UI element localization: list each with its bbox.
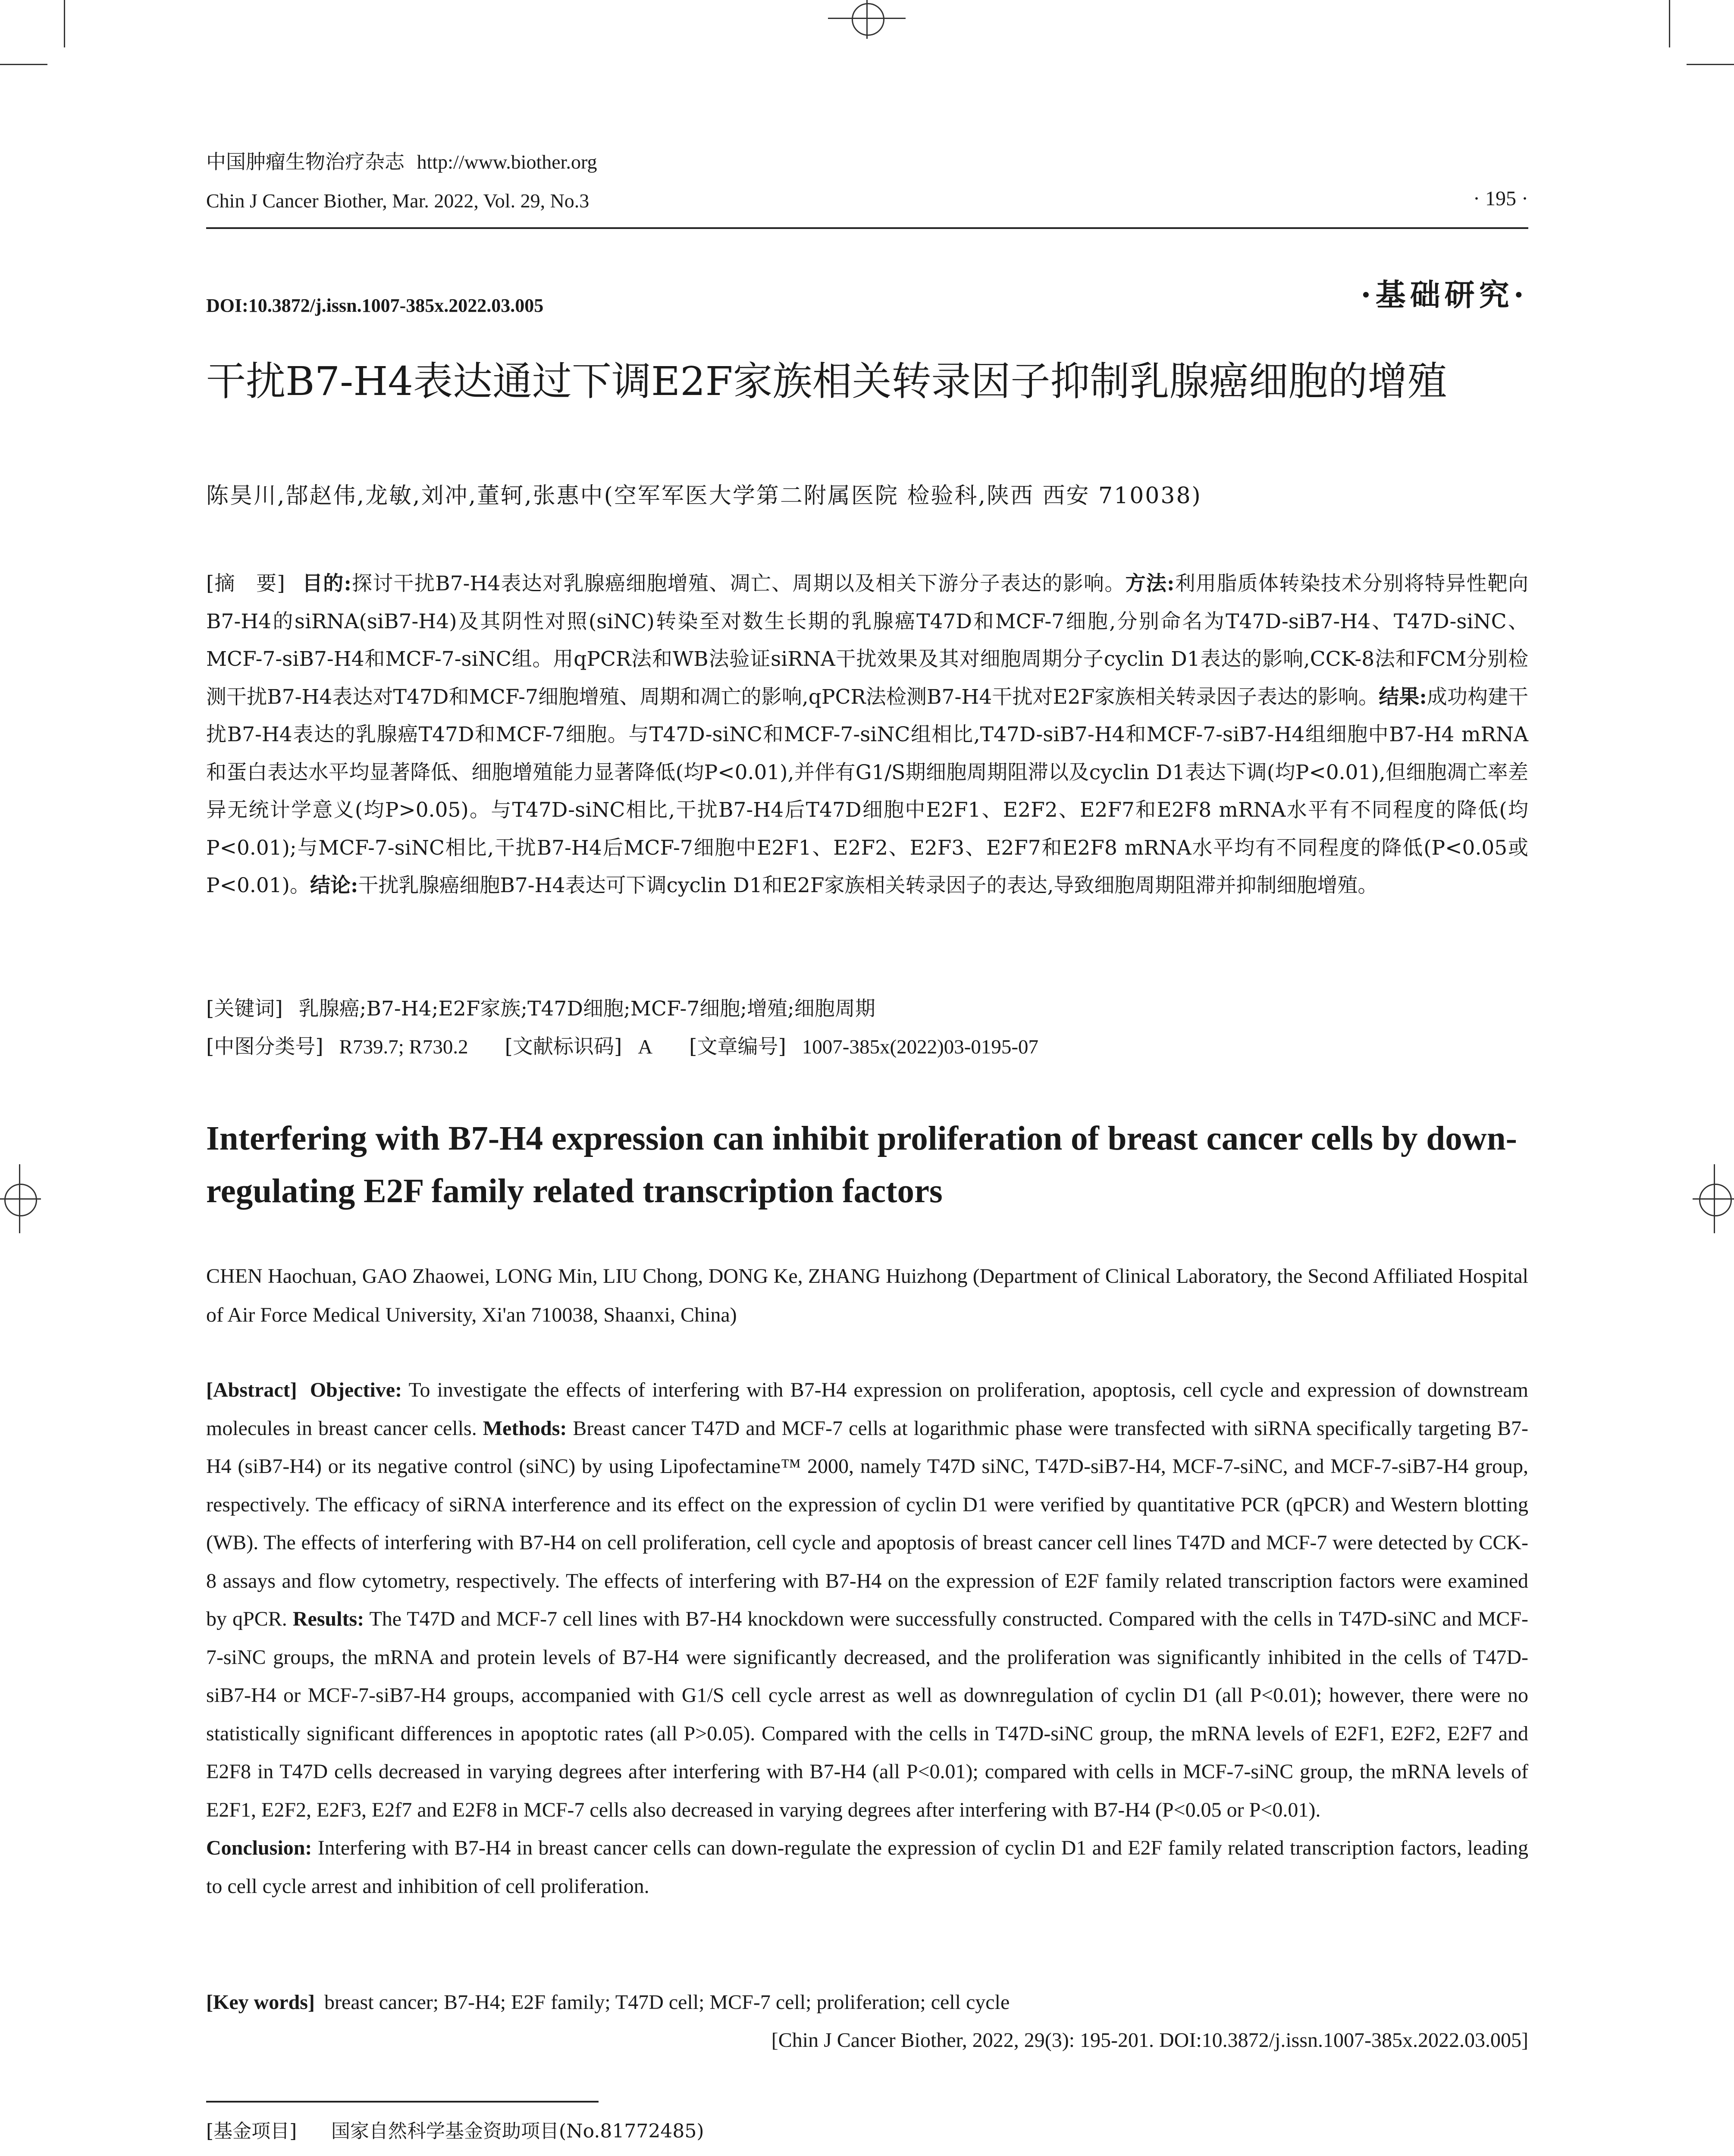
crop-mark: [64, 0, 65, 47]
methods-label-cn: 方法:: [1125, 572, 1175, 595]
funding-text: 国家自然科学基金资助项目(No.81772485): [331, 2120, 704, 2142]
methods-text-en: Breast cancer T47D and MCF-7 cells at logarithmic phase were transfected with siRNA specifically targeting B7-H4 (siB7-H4) or its negative control (siNC) by using Lipofectamine™ 2000, namely T47D siNC, T47D-siB7-H4, MCF-7-siNC, and MCF-7-siB7-H4 group, respectively. The efficacy of siRNA interference and its effect on the expression of cyclin D1 were verified by quantitative PCR (qPCR) and Western blotting (WB). The effects of interfering with B7-H4 on cell proliferation, cell cycle and apoptosis of breast cancer cell lines T47D and MCF-7 were detected by CCK-8 assays and flow cytometry, respectively. The effects of interfering with B7-H4 on the expression of E2F family related transcription factors were examined by qPCR.: [206, 1416, 1529, 1630]
crop-mark: [1669, 0, 1670, 47]
results-text-cn: 成功构建干扰B7-H4表达的乳腺癌T47D和MCF-7细胞。与T47D-siNC和MCF-7-siNC组相比,T47D-siB7-H4和MCF-7-siB7-H4组细胞中B7-H4 mRNA和蛋白表达水平均显著降低、细胞增殖能力显著降低(均P<0.01),并伴有G1/S期细胞周期阻滞以及cyclin D1表达下调(均P<0.01),但细胞凋亡率差异无统计学意义(均P>0.05)。与T47D-siNC相比,干扰B7-H4后T47D细胞中E2F1、E2F2、E2F7和E2F8 mRNA水平有不同程度的降低(均P<0.01);与MCF-7-siNC相比,干扰B7-H4后MCF-7细胞中E2F1、E2F2、E2F3、E2F7和E2F8 mRNA水平均有不同程度的降低(P<0.05或P<0.01)。: [206, 685, 1529, 897]
header-rule: [206, 227, 1528, 229]
footnote-rule: [206, 2101, 599, 2103]
abstract-en: [206, 1371, 1528, 1905]
clc-label: [中图分类号]: [206, 1035, 323, 1059]
funding-label: [基金项目]: [206, 2120, 297, 2142]
results-text-en: The T47D and MCF-7 cell lines with B7-H4 knockdown were successfully constructed. Compared with the cells in T47D-siNC and MCF-7-siNC groups, the mRNA and protein levels of B7-H4 were significantly decreased, and the proliferation was significantly inhibited in the cells of T47D-siB7-H4 or MCF-7-siB7-H4 groups, accompanied with G1/S cell cycle arrest as well as downregulation of cyclin D1 (all P<0.01); however, there were no statistically significant differences in apoptotic rates (all P>0.05). Compared with the cells in T47D-siNC group, the mRNA levels of E2F1, E2F2, E2F7 and E2F8 in T47D cells decreased in varying degrees after interfering with B7-H4 (all P<0.01); compared with cells in MCF-7-siNC group, the mRNA levels of E2F1, E2F2, E2F3, E2f7 and E2F8 in MCF-7 cells also decreased in varying degrees after interfering with B7-H4 (P<0.05 or P<0.01).: [206, 1608, 1529, 1821]
abstract-cn: [206, 565, 1528, 905]
objective-label-en: Objective:: [310, 1379, 402, 1401]
title-cn: 干扰B7-H4表达通过下调E2F家族相关转录因子抑制乳腺癌细胞的增殖: [206, 358, 1447, 404]
keywords-text-en: breast cancer; B7-H4; E2F family; T47D cell; MCF-7 cell; proliferation; cell cycle: [324, 1991, 1010, 2014]
crop-mark: [0, 64, 47, 65]
section-tag: ·基础研究·: [1361, 277, 1528, 313]
keywords-label-cn: [关键词]: [206, 997, 283, 1021]
running-header: [206, 149, 1528, 214]
journal-url[interactable]: http://www.biother.org: [417, 151, 597, 173]
keywords-en: [206, 1984, 1528, 2021]
article-id-label: [文章编号]: [689, 1035, 786, 1059]
keywords-cn: [206, 992, 1528, 1026]
methods-label-en: Methods:: [483, 1416, 567, 1440]
results-label-en: Results:: [292, 1608, 364, 1630]
footnote-funding: [206, 2113, 1528, 2150]
conclusion-label-en: Conclusion:: [206, 1836, 312, 1859]
doi[interactable]: DOI:10.3872/j.issn.1007-385x.2022.03.005: [206, 295, 544, 316]
clc-value: R739.7; R730.2: [339, 1036, 468, 1058]
doc-code-value: A: [638, 1036, 653, 1058]
doc-code-label: [文献标识码]: [505, 1035, 622, 1059]
objective-text-cn: 探讨干扰B7-H4表达对乳腺癌细胞增殖、凋亡、周期以及相关下游分子表达的影响。: [351, 572, 1126, 595]
conclusion-text-en: Interfering with B7-H4 in breast cancer cells can down-regulate the expression of cyclin D1 and E2F family related transcription factors, leading to cell cycle arrest and inhibition of cell proliferation.: [206, 1836, 1529, 1898]
keywords-label-en: [Key words]: [206, 1991, 315, 2014]
methods-text-cn: 利用脂质体转染技术分别将特异性靶向B7-H4的siRNA(siB7-H4)及其阴性对照(siNC)转染至对数生长期的乳腺癌T47D和MCF-7细胞,分别命名为T47D-siB7-H4、T47D-siNC、MCF-7-siB7-H4和MCF-7-siNC组。用qPCR法和WB法验证siRNA干扰效果及其对细胞周期分子cyclin D1表达的影响,CCK-8法和FCM分别检测干扰B7-H4表达对T47D和MCF-7细胞增殖、周期和凋亡的影响,qPCR法检测B7-H4干扰对E2F家族相关转录因子表达的影响。: [206, 572, 1528, 709]
title-en: Interfering with B7-H4 expression can inhibit proliferation of breast cancer cells by down-regulating E2F family related transcription factors: [206, 1120, 1517, 1210]
objective-text-en: To investigate the effects of interfering with B7-H4 expression on proliferation, apoptosis, cell cycle and expression of downstream molecules in breast cancer cells.: [206, 1379, 1529, 1440]
footnote-author: [206, 2150, 1528, 2156]
conclusion-text-cn: 干扰乳腺癌细胞B7-H4表达可下调cyclin D1和E2F家族相关转录因子的表达,导致细胞周期阻滞并抑制细胞增殖。: [358, 874, 1378, 897]
objective-label-cn: 目的:: [302, 572, 351, 595]
conclusion-label-cn: 结论:: [310, 874, 358, 897]
keywords-text-cn: 乳腺癌;B7-H4;E2F家族;T47D细胞;MCF-7细胞;增殖;细胞周期: [298, 997, 875, 1021]
author-bio-label: [206, 2150, 331, 2156]
authors-cn: 陈昊川,郜赵伟,龙敏,刘冲,董轲,张惠中(空军军医大学第二附属医院 检验科,陕西 西安 710038): [206, 483, 1202, 509]
crop-mark: [1687, 64, 1734, 65]
abstract-label-en: [Abstract]: [206, 1379, 297, 1401]
article-id-value: 1007-385x(2022)03-0195-07: [802, 1036, 1039, 1058]
footnotes: [206, 2113, 1528, 2156]
journal-name-en: Chin J Cancer Biother, Mar. 2022, Vol. 29, No.3: [206, 190, 589, 212]
page-number: · 195 ·: [1473, 187, 1528, 210]
abstract-label-cn: [摘 要]: [206, 572, 285, 595]
citation: [Chin J Cancer Biother, 2022, 29(3): 195-201. DOI:10.3872/j.issn.1007-385x.2022.03.005]: [771, 2029, 1528, 2052]
classification-line: [206, 1030, 1528, 1064]
results-label-cn: 结果:: [1379, 685, 1427, 709]
journal-line-cn: [206, 149, 1528, 175]
authors-en: CHEN Haochuan, GAO Zhaowei, LONG Min, LIU Chong, DONG Ke, ZHANG Huizhong (Department of Clinical Laboratory, the Second Affiliated Hospital of Air Force Medical University, Xi'an 710038, Shaanxi, China): [206, 1265, 1528, 1326]
journal-name-cn: 中国肿瘤生物治疗杂志: [206, 150, 404, 173]
